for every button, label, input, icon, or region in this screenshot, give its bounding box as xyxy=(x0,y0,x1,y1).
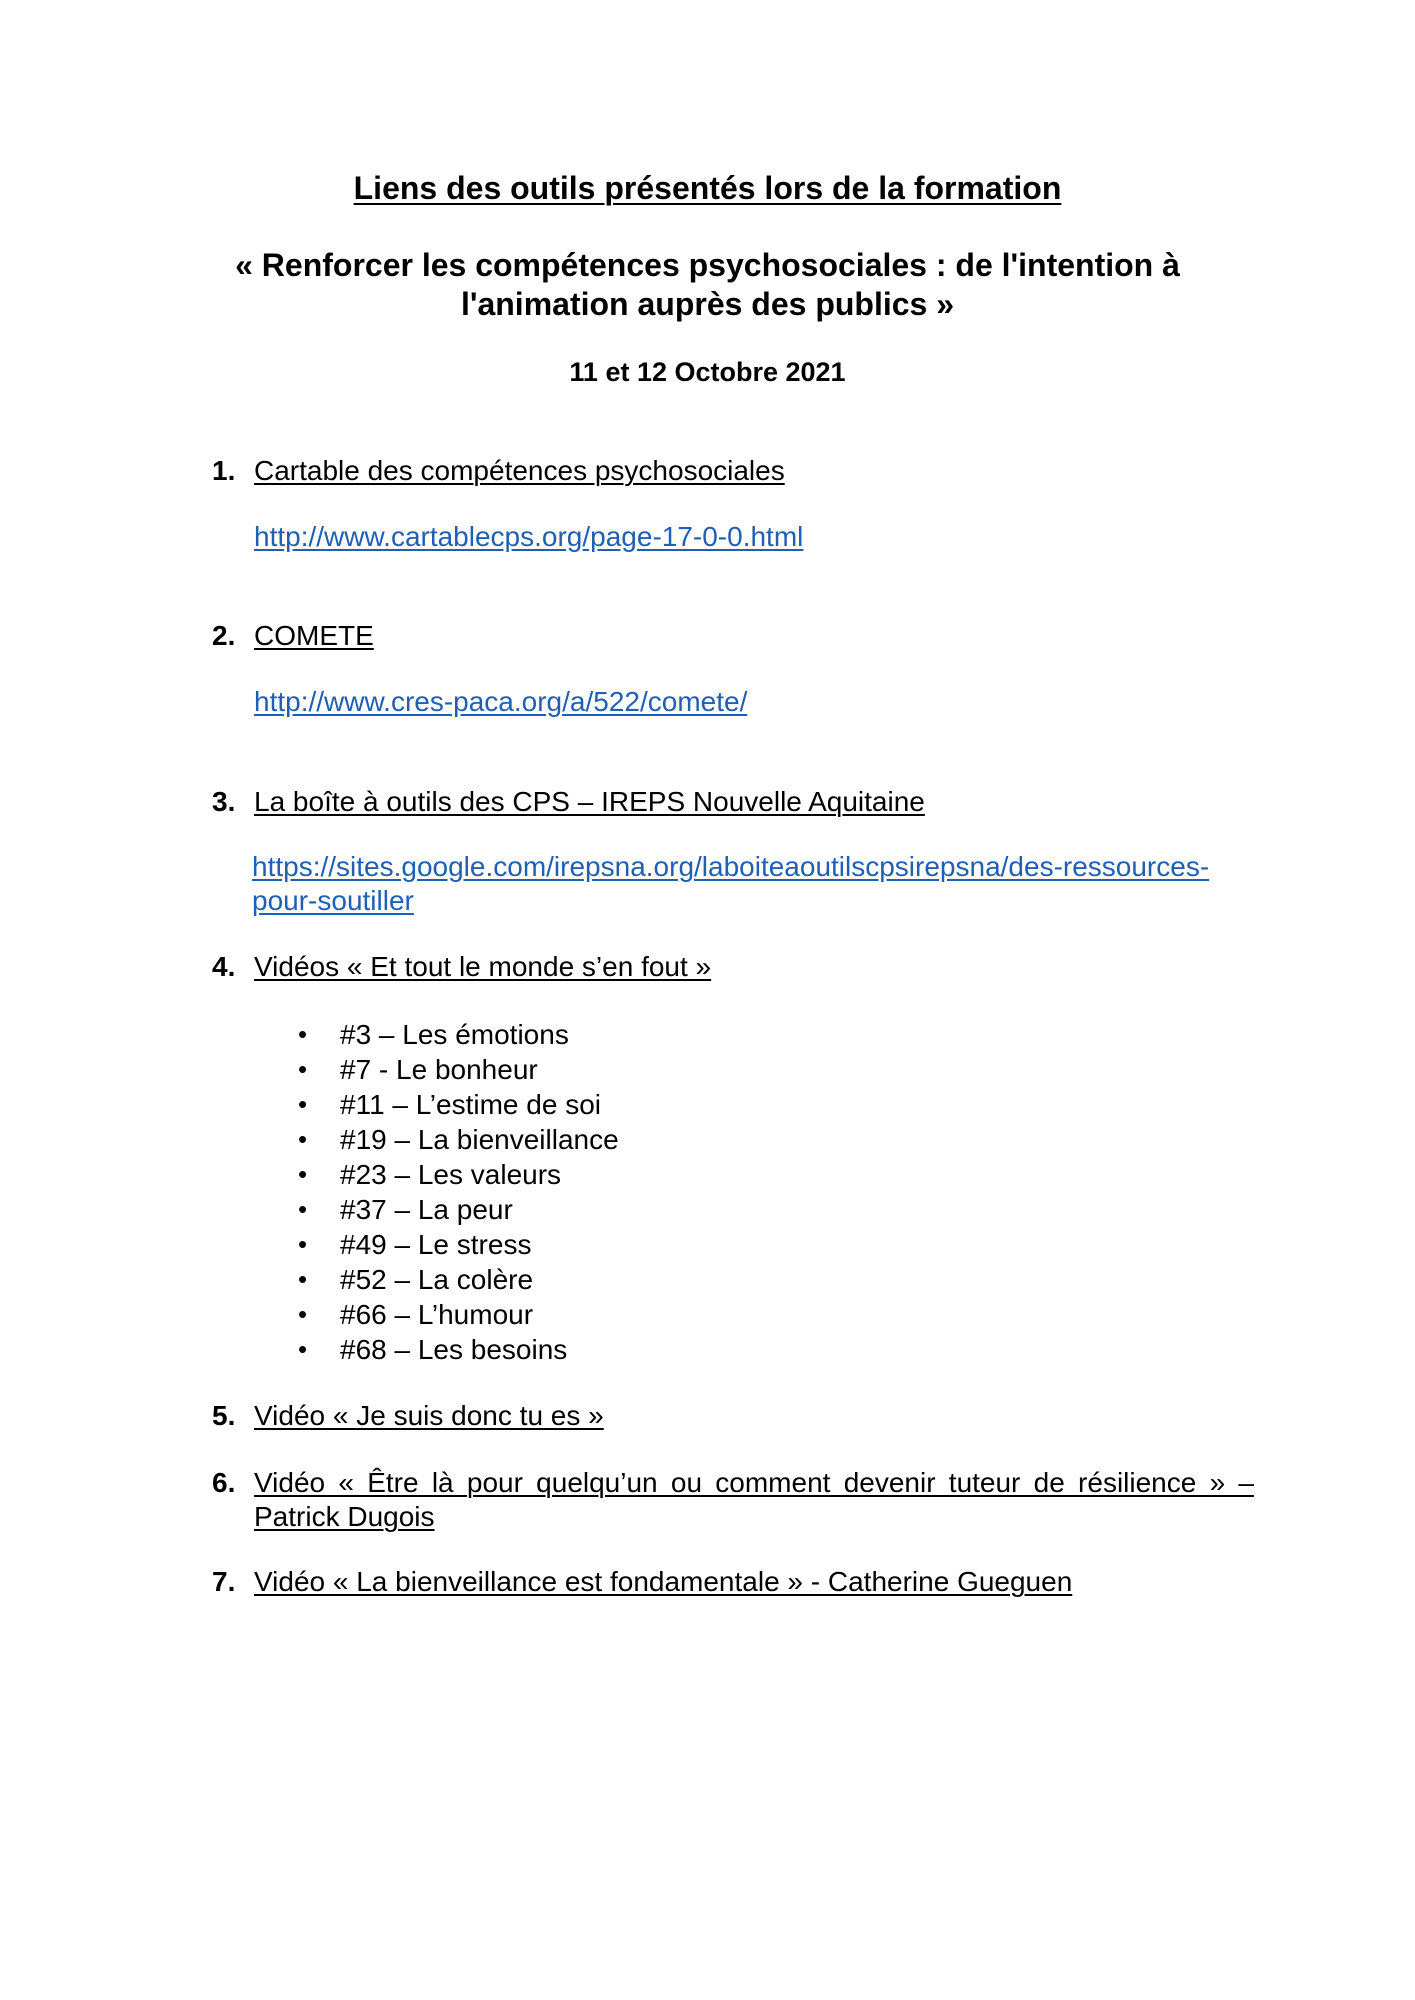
item-title-videos-et-tout-le-monde[interactable]: Vidéos « Et tout le monde s’en fout » xyxy=(254,951,712,982)
bullet-icon: • xyxy=(298,1194,308,1224)
item-number-7: 7. xyxy=(212,1566,236,1597)
bullet-icon: • xyxy=(298,1334,308,1364)
video-list-item: #66 – L’humour xyxy=(340,1299,534,1330)
bullet-icon: • xyxy=(298,1019,308,1049)
item-title-bienveillance-fondamentale[interactable]: Vidéo « La bienveillance est fondamentale » - Catherine Gueguen xyxy=(254,1566,1073,1597)
item-title-comete[interactable]: COMETE xyxy=(254,620,374,651)
link-cartablecps[interactable]: http://www.cartablecps.org/page-17-0-0.html xyxy=(254,521,804,552)
item-title-je-suis-donc-tu-es[interactable]: Vidéo « Je suis donc tu es » xyxy=(254,1400,604,1431)
video-list-item: #68 – Les besoins xyxy=(340,1334,568,1365)
video-list-item: #37 – La peur xyxy=(340,1194,513,1225)
link-irepsna-line-2[interactable]: pour-soutiller xyxy=(252,885,414,916)
item-title-etre-la-line-2[interactable]: Patrick Dugois xyxy=(254,1501,435,1532)
item-title-boite-a-outils[interactable]: La boîte à outils des CPS – IREPS Nouvelle Aquitaine xyxy=(254,786,925,817)
video-list-item: #49 – Le stress xyxy=(340,1229,532,1260)
item-number-4: 4. xyxy=(212,951,236,982)
video-list-item: #11 – L’estime de soi xyxy=(340,1089,601,1120)
video-list-item: #7 - Le bonheur xyxy=(340,1054,538,1085)
bullet-icon: • xyxy=(298,1054,308,1084)
item-number-2: 2. xyxy=(212,620,236,651)
item-title-etre-la-line-1[interactable]: Vidéo « Être là pour quelqu’un ou comment devenir tuteur de résilience » – xyxy=(254,1467,1254,1498)
training-title-line-2: l'animation auprès des publics » xyxy=(460,286,955,322)
item-number-1: 1. xyxy=(212,455,236,486)
link-comete[interactable]: http://www.cres-paca.org/a/522/comete/ xyxy=(254,686,748,717)
item-number-5: 5. xyxy=(212,1400,236,1431)
item-number-3: 3. xyxy=(212,786,236,817)
training-date: 11 et 12 Octobre 2021 xyxy=(569,357,846,387)
bullet-icon: • xyxy=(298,1089,308,1119)
bullet-icon: • xyxy=(298,1264,308,1294)
bullet-icon: • xyxy=(298,1159,308,1189)
video-list-item: #3 – Les émotions xyxy=(340,1019,569,1050)
item-number-6: 6. xyxy=(212,1467,236,1498)
video-list-item: #19 – La bienveillance xyxy=(340,1124,619,1155)
document-title: Liens des outils présentés lors de la formation xyxy=(353,170,1062,206)
item-title-cartable[interactable]: Cartable des compétences psychosociales xyxy=(254,455,785,486)
video-list-item: #23 – Les valeurs xyxy=(340,1159,562,1190)
video-list-item: #52 – La colère xyxy=(340,1264,534,1295)
link-irepsna-line-1[interactable]: https://sites.google.com/irepsna.org/laboiteaoutilscpsirepsna/des-ressources- xyxy=(252,851,1210,882)
bullet-icon: • xyxy=(298,1299,308,1329)
bullet-icon: • xyxy=(298,1124,308,1154)
training-title-line-1: « Renforcer les compétences psychosociales : de l'intention à xyxy=(235,247,1180,283)
bullet-icon: • xyxy=(298,1229,308,1259)
